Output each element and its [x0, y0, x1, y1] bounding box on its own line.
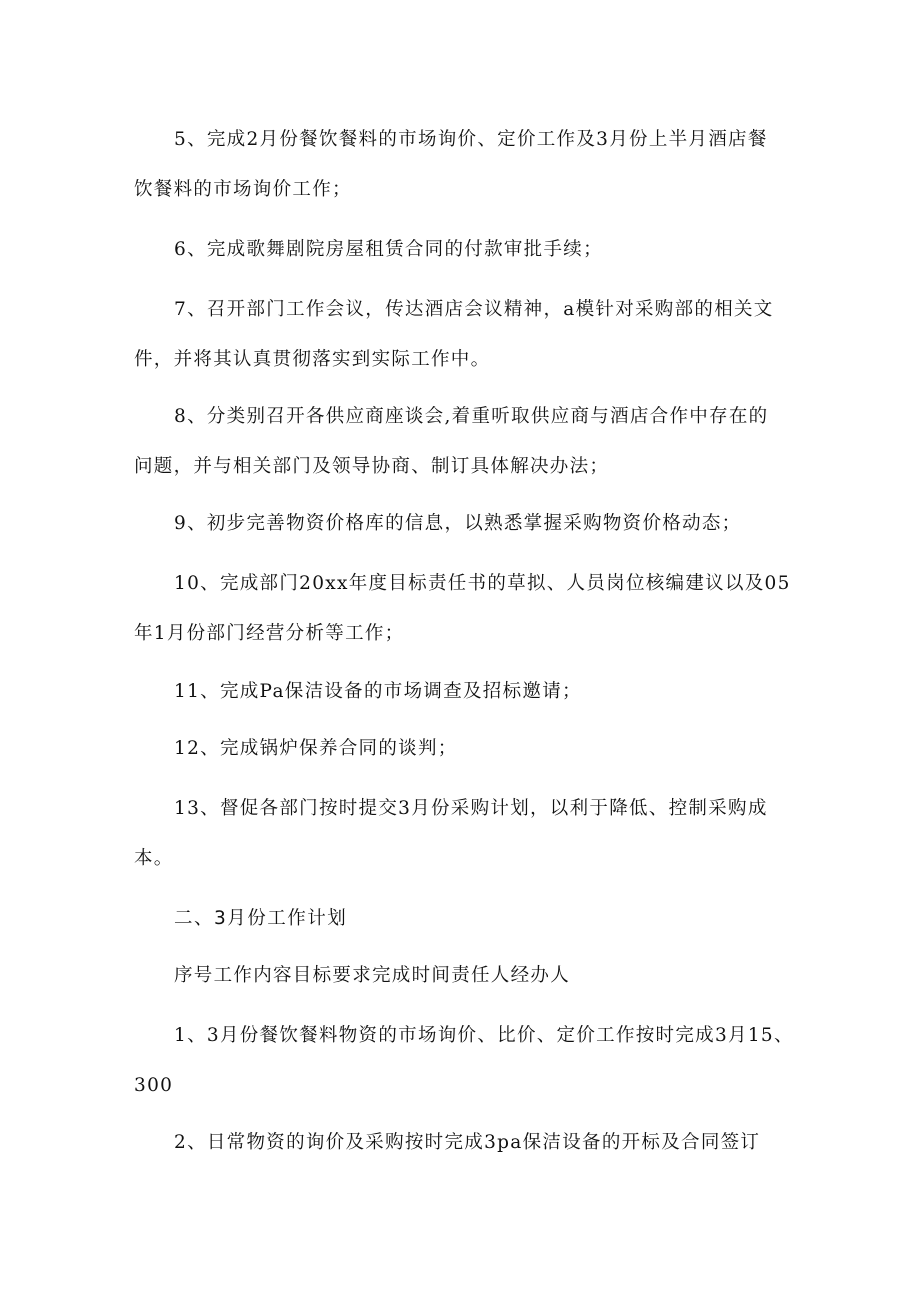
- item-6-line-1: 6、完成歌舞剧院房屋租赁合同的付款审批手续；: [174, 239, 603, 260]
- item-13-line-1: 13、督促各部门按时提交3月份采购计划，以利于降低、控制采购成: [174, 798, 768, 819]
- item-7-line-1: 7、召开部门工作会议，传达酒店会议精神，a模针对采购部的相关文: [174, 299, 774, 320]
- plan-item-1-line-2: 300: [134, 1075, 174, 1096]
- item-10-line-2: 年1月份部门经营分析等工作；: [134, 623, 405, 644]
- item-8-line-2: 问题，并与相关部门及领导协商、制订具体解决办法；: [134, 456, 610, 477]
- item-7-line-2: 件，并将其认真贯彻落实到实际工作中。: [134, 349, 491, 370]
- item-11-line-1: 11、完成Pa保洁设备的市场调查及招标邀请；: [174, 681, 582, 702]
- item-8-line-1: 8、分类别召开各供应商座谈会,着重听取供应商与酒店合作中存在的: [174, 406, 769, 427]
- plan-item-2-line-1: 2、日常物资的询价及采购按时完成3pa保洁设备的开标及合同签订: [174, 1132, 761, 1153]
- item-10-line-1: 10、完成部门20xx年度目标责任书的草拟、人员岗位核编建议以及05: [174, 573, 791, 594]
- section-heading: 二、3月份工作计划: [174, 908, 348, 929]
- item-9-line-1: 9、初步完善物资价格库的信息，以熟悉掌握采购物资价格动态；: [174, 513, 742, 534]
- item-13-line-2: 本。: [134, 848, 174, 869]
- item-5-line-2: 饮餐料的市场询价工作；: [134, 179, 352, 200]
- plan-item-1-line-1: 1、3月份餐饮餐料物资的市场询价、比价、定价工作按时完成3月15、: [174, 1025, 794, 1046]
- item-5-line-1: 5、完成2月份餐饮餐料的市场询价、定价工作及3月份上半月酒店餐: [174, 129, 768, 150]
- table-header-line: 序号工作内容目标要求完成时间责任人经办人: [174, 965, 571, 986]
- item-12-line-1: 12、完成锅炉保养合同的谈判；: [174, 738, 458, 759]
